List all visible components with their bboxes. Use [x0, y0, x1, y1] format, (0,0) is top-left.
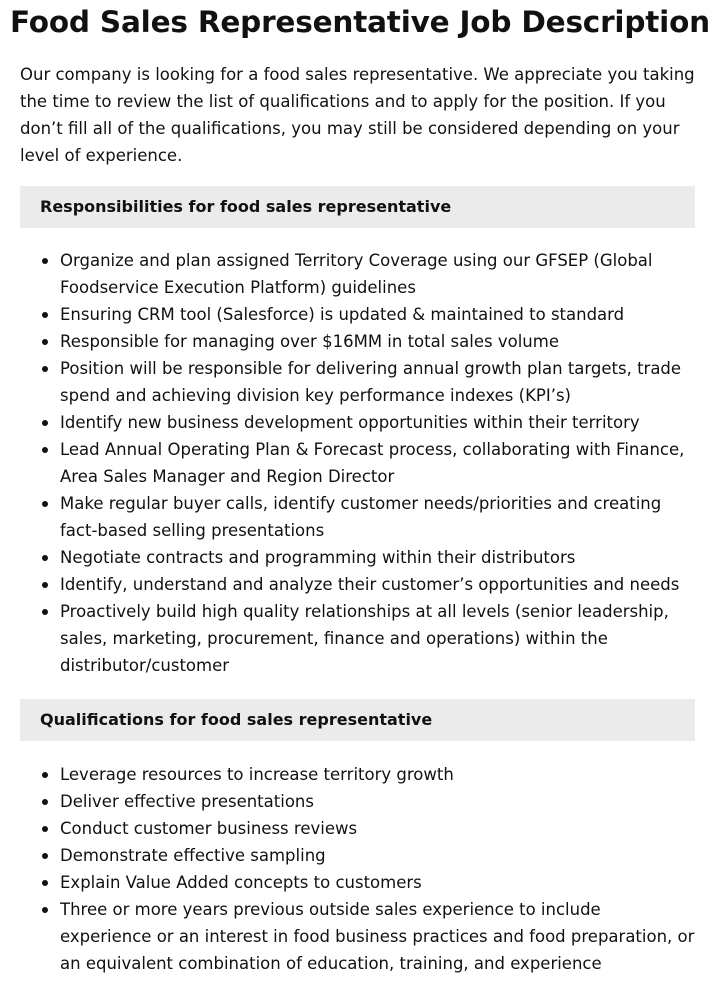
list-item: Explain Value Added concepts to customers: [20, 869, 696, 896]
qualifications-heading: Qualifications for food sales representative: [20, 699, 695, 741]
list-item: Conduct customer business reviews: [20, 815, 696, 842]
list-item: Proactively build high quality relationships at all levels (senior leadership, sales, marketing, procurement, finance and operations) within the distributor/customer: [20, 598, 696, 679]
list-item: Position will be responsible for delivering annual growth plan targets, trade spend and achieving division key performance indexes (KPI’s): [20, 355, 696, 409]
responsibilities-heading: Responsibilities for food sales representative: [20, 186, 695, 228]
list-item: Organize and plan assigned Territory Coverage using our GFSEP (Global Foodservice Execution Platform) guidelines: [20, 247, 696, 301]
list-item: Lead Annual Operating Plan & Forecast process, collaborating with Finance, Area Sales Manager and Region Director: [20, 436, 696, 490]
page-title: Food Sales Representative Job Description: [10, 5, 710, 39]
list-item: Responsible for managing over $16MM in total sales volume: [20, 328, 696, 355]
list-item: Identify new business development opportunities within their territory: [20, 409, 696, 436]
list-item: Leverage resources to increase territory growth: [20, 761, 696, 788]
list-item: Demonstrate effective sampling: [20, 842, 696, 869]
list-item: Deliver effective presentations: [20, 788, 696, 815]
list-item: Three or more years previous outside sales experience to include experience or an interest in food business practices and food preparation, or an equivalent combination of education, training, and experience: [20, 896, 696, 977]
responsibilities-list: [20, 247, 696, 679]
list-item: Ensuring CRM tool (Salesforce) is updated & maintained to standard: [20, 301, 696, 328]
intro-paragraph: Our company is looking for a food sales representative. We appreciate you taking the time to review the list of qualifications and to apply for the position. If you don’t fill all of the qualifications, you may still be considered depending on your level of experience.: [20, 65, 695, 165]
qualifications-list: [20, 761, 696, 977]
list-item: Identify, understand and analyze their customer’s opportunities and needs: [20, 571, 696, 598]
list-item: Make regular buyer calls, identify customer needs/priorities and creating fact-based selling presentations: [20, 490, 696, 544]
list-item: Negotiate contracts and programming within their distributors: [20, 544, 696, 571]
